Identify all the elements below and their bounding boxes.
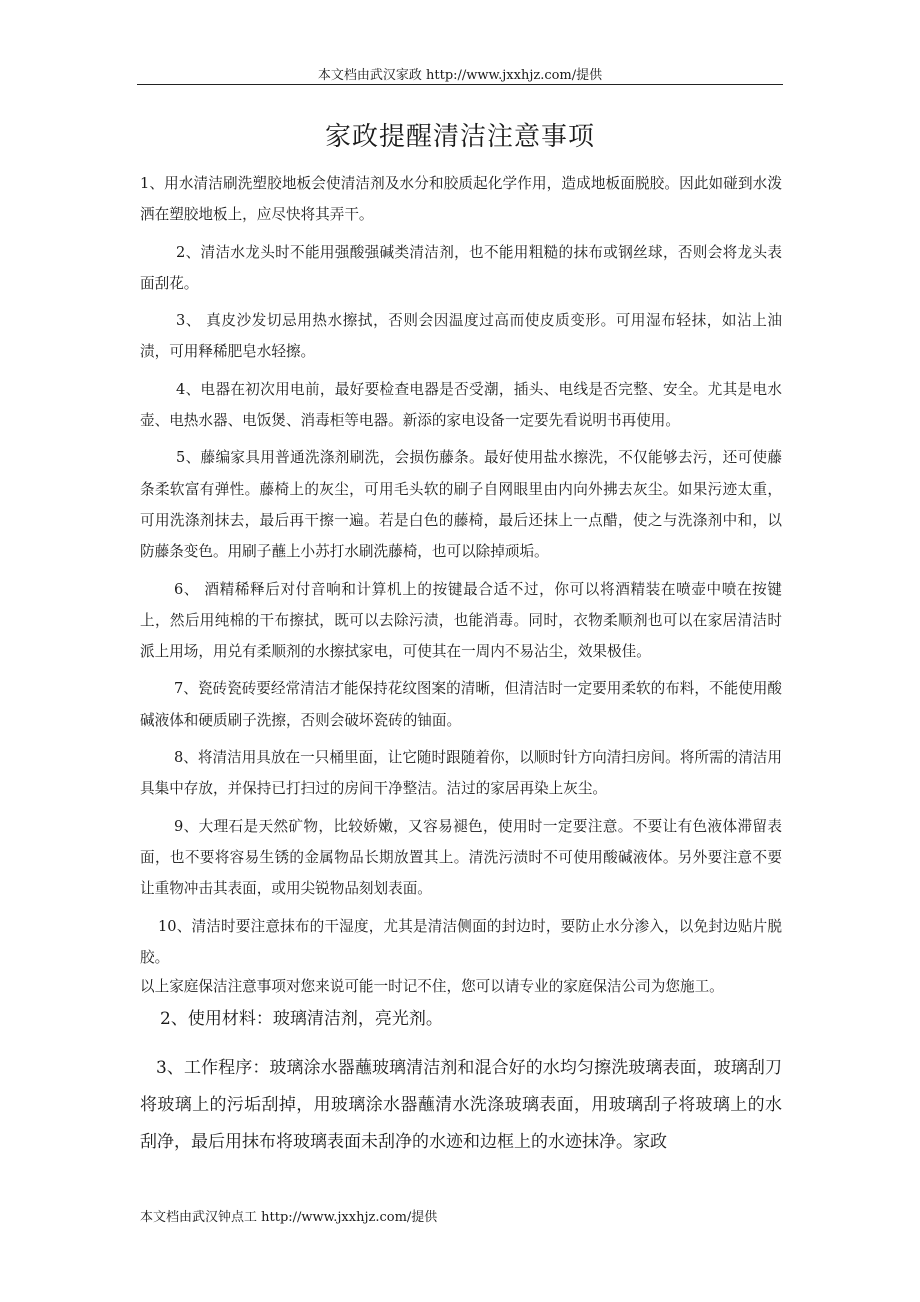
page-header: 本文档由武汉家政 http://www.jxxhjz.com/提供 bbox=[317, 68, 603, 83]
paragraph-10: 10、清洁时要注意抹布的干湿度，尤其是清洁侧面的封边时，要防止水分渗入，以免封边贴片脱胶。 bbox=[140, 917, 782, 966]
paragraph-2: 2、清洁水龙头时不能用强酸强碱类清洁剂，也不能用粗糙的抹布或钢丝球，否则会将龙头表面刮花。 bbox=[140, 243, 782, 292]
paragraph-6: 6、 酒精稀释后对付音响和计算机上的按键最合适不过，你可以将酒精装在喷壶中喷在按键上，然后用纯棉的干布擦拭，既可以去除污渍，也能消毒。同时，衣物柔顺剂也可以在家居清洁时派上用场，用兑有柔顺剂的水擦拭家电，可使其在一周内不易沾尘，效果极佳。 bbox=[140, 580, 782, 661]
document-title: 家政提醒清洁注意事项 bbox=[324, 122, 595, 152]
page-footer: 本文档由武汉钟点工 http://www.jxxhjz.com/提供 bbox=[140, 1210, 438, 1225]
materials-item: 2、使用材料：玻璃清洁剂，亮光剂。 bbox=[160, 1009, 443, 1030]
paragraph-3: 3、 真皮沙发切忌用热水擦拭，否则会因温度过高而使皮质变形。可用湿布轻抹，如沾上油渍，可用释稀肥皂水轻擦。 bbox=[140, 312, 782, 361]
paragraph-7: 7、瓷砖瓷砖要经常清洁才能保持花纹图案的清晰，但清洁时一定要用柔软的布料，不能使用酸碱液体和硬质刷子洗擦，否则会破坏瓷砖的铀面。 bbox=[140, 680, 782, 729]
document-body bbox=[140, 168, 782, 1161]
paragraph-8: 8、将清洁用具放在一只桶里面，让它随时跟随着你，以顺时针方向清扫房间。将所需的清洁用具集中存放，并保持已打扫过的房间干净整洁。洁过的家居再染上灰尘。 bbox=[140, 749, 782, 798]
paragraph-5: 5、藤编家具用普通洗涤剂刷洗，会损伤藤条。最好使用盐水擦洗，不仅能够去污，还可使藤条柔软富有弹性。藤椅上的灰尘，可用毛头软的刷子自网眼里由内向外拂去灰尘。如果污迹太重，可用洗涤剂抹去，最后再干擦一遍。若是白色的藤椅，最后还抹上一点醋，使之与洗涤剂中和，以防藤条变色。用刷子蘸上小苏打水刷洗藤椅，也可以除掉顽垢。 bbox=[140, 449, 782, 561]
summary-note: 以上家庭保洁注意事项对您来说可能一时记不住，您可以请专业的家庭保洁公司为您施工。 bbox=[140, 978, 724, 996]
header-divider bbox=[137, 84, 783, 85]
paragraph-4: 4、电器在初次用电前，最好要检查电器是否受潮，插头、电线是否完整、安全。尤其是电水壶、电热水器、电饭煲、消毒柜等电器。新添的家电设备一定要先看说明书再使用。 bbox=[140, 380, 782, 430]
paragraph-9: 9、大理石是天然矿物，比较娇嫩，又容易褪色，使用时一定要注意。不要让有色液体滞留表面，也不要将容易生锈的金属物品长期放置其上。清洗污渍时不可使用酸碱液体。另外要注意不要让重物冲击其表面，或用尖锐物品刻划表面。 bbox=[140, 817, 782, 898]
procedure-item: 3、工作程序：玻璃涂水器蘸玻璃清洁剂和混合好的水均匀擦洗玻璃表面，玻璃刮刀将玻璃上的污垢刮掉，用玻璃涂水器蘸清水洗涤玻璃表面，用玻璃刮子将玻璃上的水刮净，最后用抹布将玻璃表面未刮净的水迹和边框上的水迹抹净。家政 bbox=[140, 1058, 782, 1153]
paragraph-1: 1、用水清洁刷洗塑胶地板会使清洁剂及水分和胶质起化学作用，造成地板面脱胶。因此如碰到水泼洒在塑胶地板上，应尽快将其弄干。 bbox=[140, 175, 782, 224]
